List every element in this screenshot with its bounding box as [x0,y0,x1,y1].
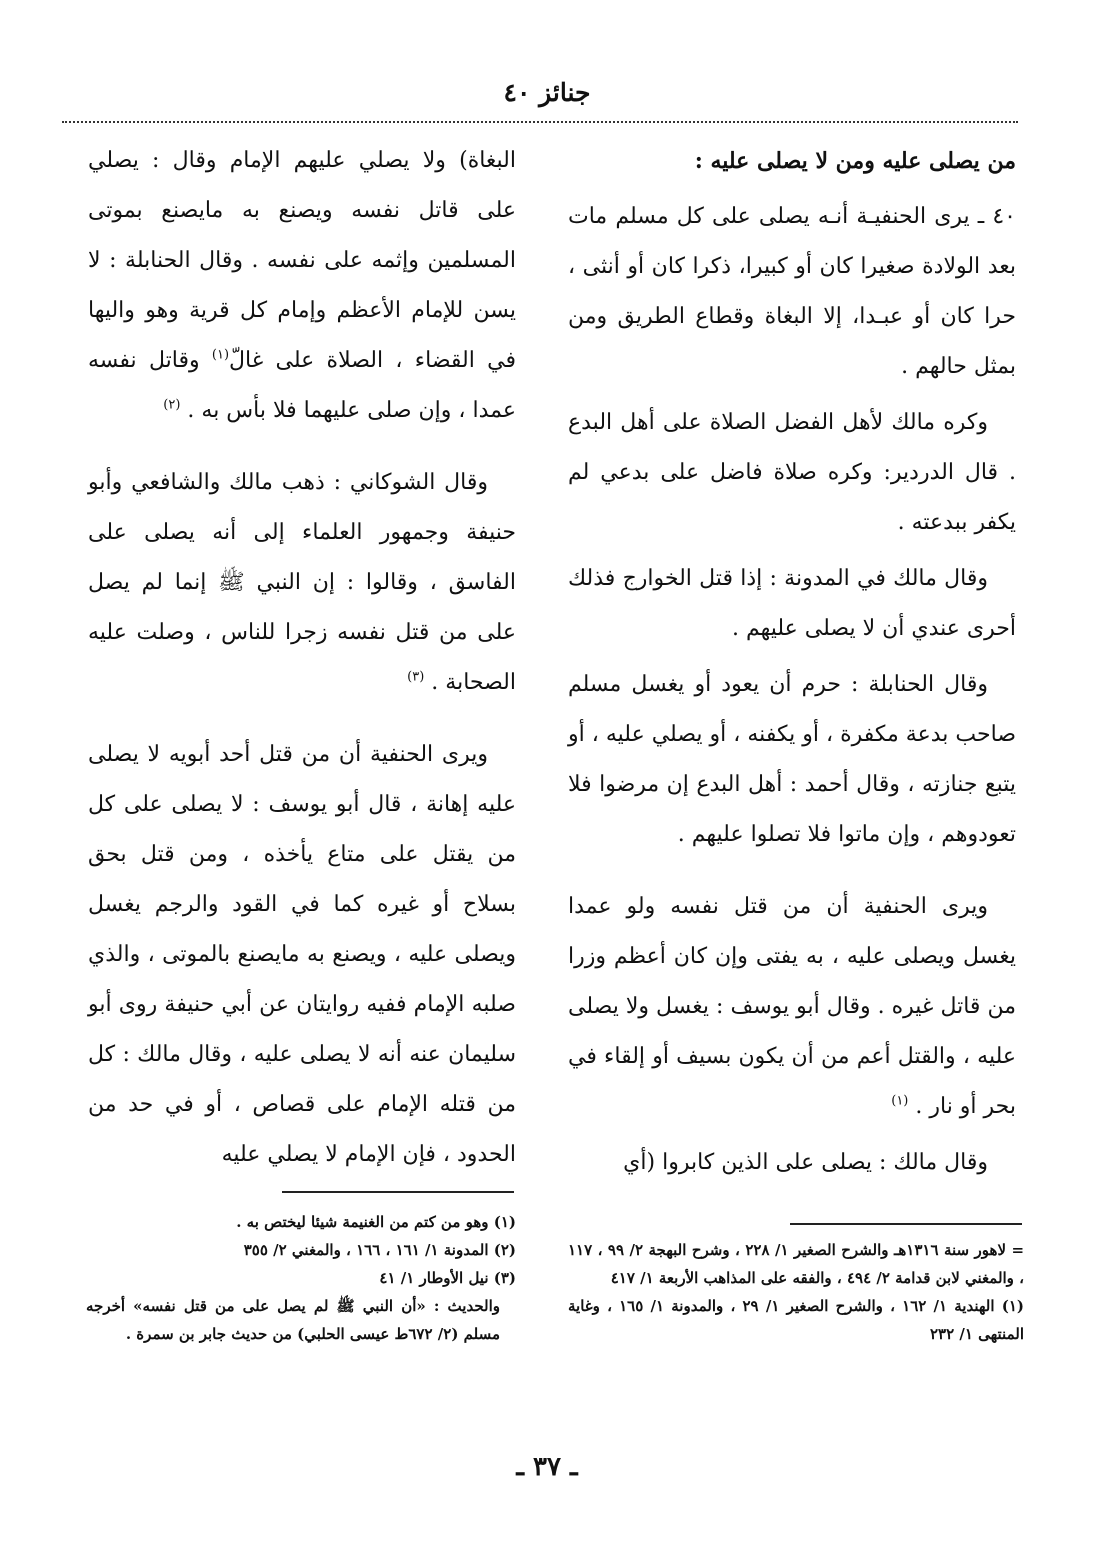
paragraph [88,458,516,708]
footnote: (١) الهندية ١/ ١٦٢ ، والشرح الصغير ١/ ٢٩ ، والمدونة ١/ ١٦٥ ، وغاية المنتهى ١/ ٢٣٢ [568,1297,1025,1343]
footnote: والحديث : «أن النبي ﷺ لم يصل على من قتل نفسه» أخرجه مسلم (٢/ ٦٧٢ط عيسى الحلبي) من حديث جابر بن سمرة . [86,1297,500,1343]
right-column [568,136,1016,1194]
footnote-ref: (١) [891,1093,909,1109]
paragraph: وكره مالك لأهل الفضل الصلاة على أهل البدع . قال الدردير: وكره صلاة فاضل على بدعي لم يكفر ببدعته . [568,410,1016,535]
footnote-divider [790,1223,1022,1225]
footnote-divider [282,1191,514,1193]
running-header: جنائز ٤٠ [503,78,591,107]
footnotes-left [86,1208,516,1348]
paragraph: ويرى الحنفية أن من قتل أحد أبويه لا يصلى عليه إهانة ، قال أبو يوسف : لا يصلى على كل من يقتل على متاع يأخذه ، ومن قتل بحق بسلاح أو غيره كما في القود والرجم يغسل ويصلى عليه ، ويصنع به مايصنع بالموتى ، والذي صلبه الإمام ففيه روايتان عن أبي حنيفة روى أبو سليمان عنه أنه لا يصلى عليه ، وقال مالك : كل من قتله الإمام على قصاص ، أو في حد من الحدود ، فإن الإمام لا يصلي عليه [88,742,516,1167]
left-column [88,136,516,1186]
footnote: (٣) نيل الأوطار ١/ ٤١ [379,1269,516,1287]
paragraph [568,882,1016,1132]
footnote: (٢) المدونة ١/ ١٦١ ، ١٦٦ ، والمغني ٢/ ٣٥٥ [243,1241,516,1259]
paragraph-text: وقاتل نفسه عمدا ، وإن صلى عليهما فلا بأس به . [88,348,516,423]
paragraph: وقال مالك : يصلى على الذين كابروا (أي [623,1150,988,1175]
paragraph: وقال مالك في المدونة : إذا قتل الخوارج فذلك أحرى عندي أن لا يصلى عليهم . [568,566,1016,641]
header-divider [62,121,1018,123]
footnote-ref: (٢) [163,397,181,413]
paragraph-text: ويرى الحنفية أن من قتل نفسه ولو عمدا يغسل ويصلى عليه ، به يفتى وإن كان أعظم وزرا من قاتل غيره . وقال أبو يوسف : يغسل ولا يصلى عليه ، والقتل أعم من أن يكون بسيف أو إلقاء في بحر أو نار . [568,894,1016,1119]
footnote: (١) وهو من كتم من الغنيمة شيئا ليختص به . [236,1213,516,1231]
footnotes-right [568,1236,1024,1348]
paragraph: ٤٠ ـ يرى الحنفيـة أنـه يصلى على كل مسلم مات بعد الولادة صغيرا كان أو كبيرا، ذكرا كان أو أنثى ، حرا كان أو عبـدا، إلا البغاة وقطاع الطريق ومن بمثل حالهم . [568,204,1016,379]
footnote-ref: (١) [211,347,230,363]
paragraph-text: البغاة) ولا يصلي عليهم الإمام وقال : يصلي على قاتل نفسه ويصنع به مايصنع بموتى المسلمين وإثمه على نفسه . وقال الحنابلة : لا يسن للإمام الأعظم وإمام كل قرية وهو واليها في القضاء ، الصلاة على غالّ [88,148,516,373]
section-heading: من يصلى عليه ومن لا يصلى عليه : [694,148,1016,174]
paragraph-text: وقال الشوكاني : ذهب مالك والشافعي وأبو حنيفة وجمهور العلماء إلى أنه يصلى على الفاسق ، وقالوا : إن النبي ﷺ إنما لم يصل على من قتل نفسه زجرا للناس ، وصلت عليه الصحابة . [88,470,516,695]
page-number: ـ ٣٧ ـ [516,1452,578,1482]
footnote-ref: (٣) [407,669,425,685]
paragraph [88,136,516,436]
footnote: = لاهور سنة ١٣١٦هـ والشرح الصغير ١/ ٢٢٨ ، وشرح البهجة ٢/ ٩٩ ، ١١٧ ، والمغني لابن قدامة ٢/ ٤٩٤ ، والفقه على المذاهب الأربعة ١/ ٤١٧ [568,1241,1025,1287]
paragraph: وقال الحنابلة : حرم أن يعود أو يغسل مسلم صاحب بدعة مكفرة ، أو يكفنه ، أو يصلي عليه ، أو يتبع جنازته ، وقال أحمد : أهل البدع إن مرضوا فلا تعودوهم ، وإن ماتوا فلا تصلوا عليهم . [568,672,1016,847]
